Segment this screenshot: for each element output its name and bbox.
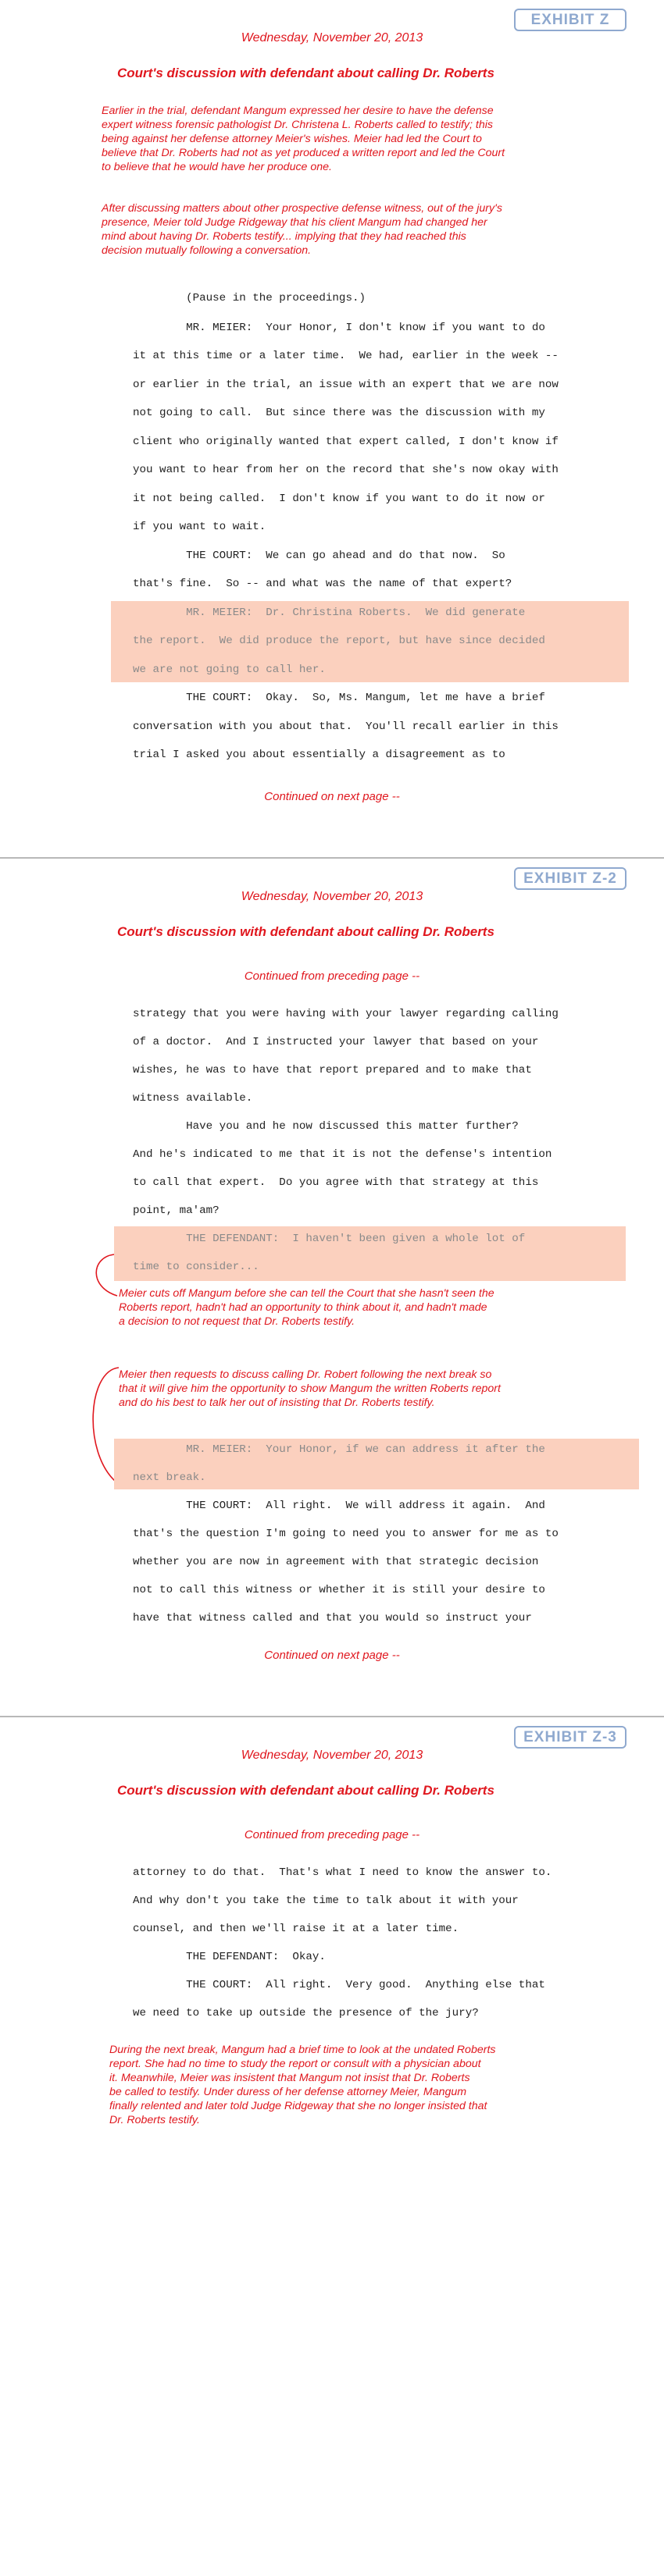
continued-prev-note: Continued from preceding page -- bbox=[244, 970, 420, 983]
page-date: Wednesday, November 20, 2013 bbox=[241, 31, 423, 44]
annotation-line: that it will give him the opportunity to show Mangum the written Roberts report bbox=[119, 1382, 501, 1395]
transcript-line: And why don't you take the time to talk about it with your bbox=[133, 1895, 519, 1907]
transcript-line: THE DEFENDANT: I haven't been given a whole lot of bbox=[133, 1233, 526, 1245]
transcript-line: point, ma'am? bbox=[133, 1204, 220, 1217]
transcript-line: And he's indicated to me that it is not the defense's intention bbox=[133, 1148, 552, 1161]
transcript-line: have that witness called and that you would so instruct your bbox=[133, 1612, 532, 1624]
transcript-line: if you want to wait. bbox=[133, 521, 266, 533]
annotation-line: be called to testify. Under duress of her defense attorney Meier, Mangum bbox=[109, 2086, 467, 2098]
transcript-line: MR. MEIER: Your Honor, I don't know if you want to do bbox=[133, 322, 545, 334]
annotation-outcome bbox=[109, 2043, 495, 2127]
transcript-line: not to call this witness or whether it is still your desire to bbox=[133, 1584, 545, 1596]
transcript-line: client who originally wanted that expert called, I don't know if bbox=[133, 436, 559, 448]
transcript-line: you want to hear from her on the record that she's now okay with bbox=[133, 464, 559, 476]
transcript-line: we are not going to call her. bbox=[133, 664, 326, 676]
transcript-line: or earlier in the trial, an issue with an expert that we are now bbox=[133, 379, 559, 391]
annotation-line: finally relented and later told Judge Ridgeway that she no longer insisted that bbox=[109, 2100, 487, 2112]
transcript-line: the report. We did produce the report, but have since decided bbox=[133, 635, 545, 647]
transcript-line: next break. bbox=[133, 1471, 206, 1484]
page-title: Court's discussion with defendant about calling Dr. Roberts bbox=[117, 66, 494, 80]
exhibit-label: EXHIBIT Z-2 bbox=[514, 867, 627, 890]
transcript-line: MR. MEIER: Dr. Christina Roberts. We did generate bbox=[133, 607, 526, 619]
transcript-line: it not being called. I don't know if you want to do it now or bbox=[133, 493, 545, 505]
annotation-line: believe that Dr. Roberts had not as yet produced a written report and led the Court bbox=[102, 147, 505, 159]
transcript-line: counsel, and then we'll raise it at a later time. bbox=[133, 1923, 459, 1935]
annotation-line: After discussing matters about other prospective defense witness, out of the jury's bbox=[102, 202, 502, 215]
page-2 bbox=[0, 859, 664, 1717]
page-3 bbox=[0, 1717, 664, 2576]
page-title: Court's discussion with defendant about calling Dr. Roberts bbox=[117, 1783, 494, 1798]
annotation-line: report. She had no time to study the report or consult with a physician about bbox=[109, 2058, 481, 2070]
annotation-line: a decision to not request that Dr. Roberts testify. bbox=[119, 1315, 355, 1328]
transcript-line: not going to call. But since there was the discussion with my bbox=[133, 407, 545, 419]
annotation-line: presence, Meier told Judge Ridgeway that his client Mangum had changed her bbox=[102, 216, 487, 229]
page-date: Wednesday, November 20, 2013 bbox=[241, 1749, 423, 1762]
annotation-line: decision mutually following a conversation. bbox=[102, 244, 312, 257]
annotation-line: Dr. Roberts testify. bbox=[109, 2114, 200, 2126]
annotation-cutoff bbox=[119, 1286, 494, 1329]
transcript-line: that's the question I'm going to need you to answer for me as to bbox=[133, 1528, 559, 1540]
transcript-line: (Pause in the proceedings.) bbox=[133, 292, 366, 304]
continued-next-note: Continued on next page -- bbox=[264, 790, 400, 803]
annotation-break-request bbox=[119, 1368, 501, 1410]
annotation-line: Earlier in the trial, defendant Mangum expressed her desire to have the defense bbox=[102, 105, 494, 117]
transcript-line: we need to take up outside the presence of the jury? bbox=[133, 2007, 479, 2019]
annotation-line: During the next break, Mangum had a brief time to look at the undated Roberts bbox=[109, 2044, 496, 2056]
annotation-line: expert witness forensic pathologist Dr. Christena L. Roberts called to testify; this bbox=[102, 119, 493, 131]
transcript-line: whether you are now in agreement with that strategic decision bbox=[133, 1556, 539, 1568]
page-date: Wednesday, November 20, 2013 bbox=[241, 890, 423, 903]
transcript-line: time to consider... bbox=[133, 1261, 259, 1273]
transcript-line: THE COURT: All right. We will address it again. And bbox=[133, 1500, 545, 1512]
transcript-line: attorney to do that. That's what I need to know the answer to. bbox=[133, 1866, 552, 1879]
transcript-line: THE DEFENDANT: Okay. bbox=[133, 1951, 326, 1963]
transcript-line: trial I asked you about essentially a disagreement as to bbox=[133, 749, 505, 761]
transcript-line: that's fine. So -- and what was the name of that expert? bbox=[133, 578, 512, 590]
page-1 bbox=[0, 0, 664, 859]
transcript-line: strategy that you were having with your lawyer regarding calling bbox=[133, 1008, 559, 1020]
page-title: Court's discussion with defendant about calling Dr. Roberts bbox=[117, 924, 494, 939]
annotation-context bbox=[102, 201, 502, 258]
transcript-line: wishes, he was to have that report prepared and to make that bbox=[133, 1064, 532, 1076]
transcript-line: conversation with you about that. You'll recall earlier in this bbox=[133, 720, 559, 733]
transcript-line: THE COURT: All right. Very good. Anything else that bbox=[133, 1979, 545, 1991]
annotation-line: Roberts report, hadn't had an opportunity to think about it, and hadn't made bbox=[119, 1301, 487, 1314]
continued-prev-note: Continued from preceding page -- bbox=[244, 1828, 420, 1841]
continued-next-note: Continued on next page -- bbox=[264, 1649, 400, 1662]
annotation-line: being against her defense attorney Meier's wishes. Meier had led the Court to bbox=[102, 133, 482, 145]
annotation-line: to believe that he would have her produce one. bbox=[102, 161, 332, 173]
exhibit-label: EXHIBIT Z bbox=[514, 9, 627, 31]
transcript-line: it at this time or a later time. We had, earlier in the week -- bbox=[133, 350, 559, 362]
transcript-line: of a doctor. And I instructed your lawyer that based on your bbox=[133, 1036, 539, 1048]
annotation-line: mind about having Dr. Roberts testify... implying that they had reached this bbox=[102, 230, 466, 243]
transcript-line: MR. MEIER: Your Honor, if we can address it after the bbox=[133, 1443, 545, 1456]
annotation-bracket bbox=[86, 1253, 117, 1300]
annotation-line: and do his best to talk her out of insisting that Dr. Roberts testify. bbox=[119, 1397, 435, 1409]
transcript-line: THE COURT: We can go ahead and do that now. So bbox=[133, 550, 505, 562]
transcript-line: THE COURT: Okay. So, Ms. Mangum, let me have a brief bbox=[133, 692, 545, 704]
annotation-line: Meier cuts off Mangum before she can tell the Court that she hasn't seen the bbox=[119, 1287, 494, 1300]
annotation-line: it. Meanwhile, Meier was insistent that Mangum not insist that Dr. Roberts bbox=[109, 2072, 470, 2084]
annotation-line: Meier then requests to discuss calling Dr. Robert following the next break so bbox=[119, 1368, 492, 1381]
annotation-intro bbox=[102, 104, 505, 174]
transcript-line: Have you and he now discussed this matter further? bbox=[133, 1120, 519, 1133]
transcript-line: witness available. bbox=[133, 1092, 253, 1105]
exhibit-label: EXHIBIT Z-3 bbox=[514, 1726, 627, 1749]
transcript-line: to call that expert. Do you agree with that strategy at this bbox=[133, 1176, 539, 1189]
